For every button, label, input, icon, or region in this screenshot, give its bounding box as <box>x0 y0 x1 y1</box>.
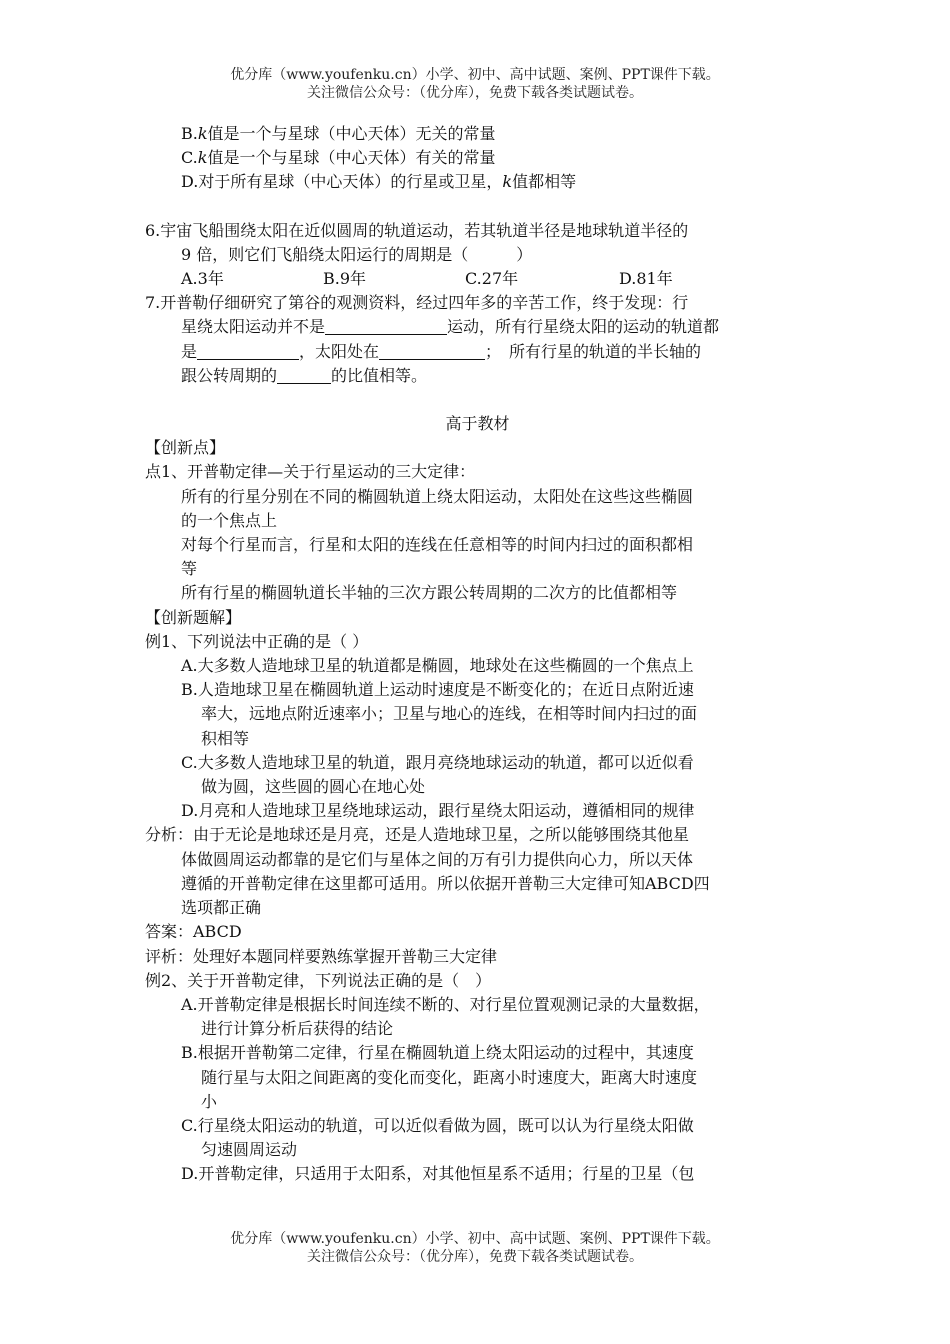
example-1-stem: 例1、下列说法中正确的是（ ） <box>145 631 369 651</box>
example-1-option-b-line-1: B.人造地球卫星在椭圆轨道上运动时速度是不断变化的；在近日点附近速 <box>181 680 694 700</box>
example-2-option-b-line-3: 小 <box>201 1091 218 1111</box>
example-2-stem: 例2、关于开普勒定律，下列说法正确的是（ ） <box>145 970 492 990</box>
section-title: 高于教材 <box>445 414 510 434</box>
q7-blank-3 <box>379 341 485 360</box>
footer-line-2: 关注微信公众号：（优分库），免费下载各类试题试卷。 <box>307 1249 643 1265</box>
q7-stem-line-3: 是 ，太阳处在 ； 所有行星的轨道的半长轴的 <box>181 341 702 361</box>
example-2-option-a-line-1: A.开普勒定律是根据长时间连续不断的、对行星位置观测记录的大量数据， <box>181 994 710 1014</box>
q7-stem-line-1: 7.开普勒仔细研究了第谷的观测资料，经过四年多的辛苦工作，终于发现：行 <box>145 293 689 313</box>
example-1-option-d: D.月亮和人造地球卫星绕地球运动，跟行星绕太阳运动，遵循相同的规律 <box>181 801 695 821</box>
q7-blank-1 <box>325 316 447 335</box>
q6-option-b: B.9年 <box>323 269 367 289</box>
q6-option-d: D.81年 <box>619 269 673 289</box>
example-2-option-c-line-1: C.行星绕太阳运动的轨道，可以近似看做为圆，既可以认为行星绕太阳做 <box>181 1115 694 1135</box>
example-2-option-a-line-2: 进行计算分析后获得的结论 <box>201 1019 394 1039</box>
q6-option-a: A.3年 <box>181 269 224 289</box>
example-1-option-c-line-1: C.大多数人造地球卫星的轨道，跟月亮绕地球运动的轨道，都可以近似看 <box>181 752 694 772</box>
q7-blank-4 <box>277 365 331 384</box>
q7-stem-line-2: 星绕太阳运动并不是 运动，所有行星绕太阳的运动的轨道都 <box>181 317 720 337</box>
innovation-solutions-heading: 【创新题解】 <box>145 607 242 627</box>
header-line-1: 优分库（www.youfenku.cn）小学、初中、高中试题、案例、PPT课件下载。 <box>230 67 720 83</box>
q6-stem-line-1: 6.宇宙飞船围绕太阳在近似圆周的轨道运动，若其轨道半径是地球轨道半径的 <box>145 220 689 240</box>
law-2-line-1: 对每个行星而言，行星和太阳的连线在任意相等的时间内扫过的面积都相 <box>181 535 694 555</box>
innovation-point-heading: 【创新点】 <box>145 438 226 458</box>
example-1-option-a: A.大多数人造地球卫星的轨道都是椭圆，地球处在这些椭圆的一个焦点上 <box>181 656 694 676</box>
law-1-line-1: 所有的行星分别在不同的椭圆轨道上绕太阳运动，太阳处在这些这些椭圆 <box>181 486 694 506</box>
q6-options <box>145 267 810 291</box>
example-2-option-d-line-1: D.开普勒定律，只适用于太阳系，对其他恒星系不适用；行星的卫星（包 <box>181 1164 695 1184</box>
example-2-option-b-line-2: 随行星与太阳之间距离的变化而变化，距离小时速度大，距离大时速度 <box>201 1067 698 1087</box>
example-1-analysis-line-3: 遵循的开普勒定律在这里都可适用。所以依据开普勒三大定律可知ABCD四 <box>181 873 710 893</box>
example-1-option-b-line-2: 率大，远地点附近速率小；卫星与地心的连线，在相等时间内扫过的面 <box>201 704 698 724</box>
example-1-option-c-line-2: 做为圆，这些圆的圆心在地心处 <box>201 777 426 797</box>
law-3: 所有行星的椭圆轨道长半轴的三次方跟公转周期的二次方的比值都相等 <box>181 583 678 603</box>
example-1-analysis-line-2: 体做圆周运动都靠的是它们与星体之间的万有引力提供向心力，所以天体 <box>181 849 694 869</box>
example-1-answer: 答案：ABCD <box>145 922 242 942</box>
q5-option-d: D.对于所有星球（中心天体）的行星或卫星，k值都相等 <box>181 172 577 192</box>
point-1-title: 点1、开普勒定律—关于行星运动的三大定律： <box>145 462 476 482</box>
q5-option-b: B.k值是一个与星球（中心天体）无关的常量 <box>181 124 496 143</box>
example-2-option-c-line-2: 匀速圆周运动 <box>201 1140 298 1160</box>
example-1-analysis-line-1: 分析：由于无论是地球还是月亮，还是人造地球卫星，之所以能够围绕其他星 <box>145 825 690 845</box>
document-body <box>145 122 810 1187</box>
example-2-option-b-line-1: B.根据开普勒第二定律，行星在椭圆轨道上绕太阳运动的过程中，其速度 <box>181 1043 694 1063</box>
page-footer <box>0 1230 950 1266</box>
q5-option-c: C.k值是一个与星球（中心天体）有关的常量 <box>181 148 496 168</box>
law-1-line-2: 的一个焦点上 <box>181 510 278 530</box>
example-1-comment: 评析：处理好本题同样要熟练掌握开普勒三大定律 <box>145 946 498 966</box>
page-header <box>0 66 950 102</box>
q6-option-c: C.27年 <box>465 269 519 289</box>
footer-line-1: 优分库（www.youfenku.cn）小学、初中、高中试题、案例、PPT课件下载。 <box>230 1231 720 1247</box>
q6-stem-line-2: 9 倍，则它们飞船绕太阳运行的周期是（ ） <box>181 244 533 264</box>
q7-blank-2 <box>197 341 299 360</box>
example-1-option-b-line-3: 积相等 <box>201 728 250 748</box>
q7-stem-line-4: 跟公转周期的 的比值相等。 <box>181 365 428 385</box>
example-1-analysis-line-4: 选项都正确 <box>181 898 262 918</box>
header-line-2: 关注微信公众号：（优分库），免费下载各类试题试卷。 <box>307 85 643 101</box>
law-2-line-2: 等 <box>181 559 198 579</box>
